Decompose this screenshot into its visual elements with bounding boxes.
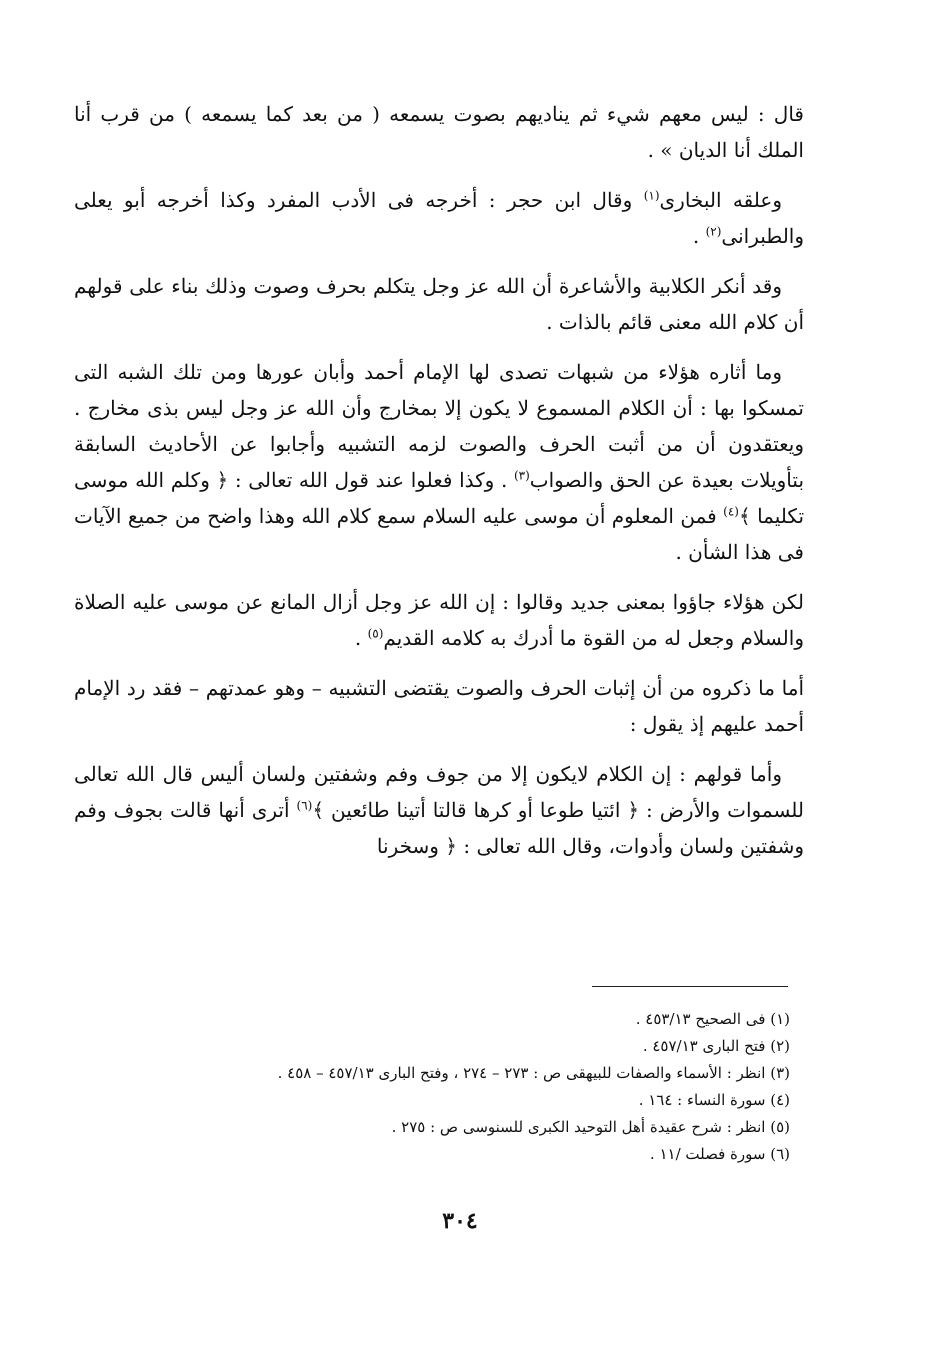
paragraph-5: لكن هؤلاء جاؤوا بمعنى جديد وقالوا : إن الله عز وجل أزال المانع عن موسى عليه الصلاة والسلام وجعل له من القوة ما أدرك به كلامه القديم$^{(٥)}$ . — [74, 590, 804, 650]
paragraph-6: أما ما ذكروه من أن إثبات الحرف والصوت يقتضى التشبيه – وهو عمدتهم – فقد رد الإمام أحمد عليهم إذ يقول : — [74, 676, 804, 736]
paragraph-4: وما أثاره هؤلاء من شبهات تصدى لها الإمام أحمد وأبان عورها ومن تلك الشبه التى تمسكوا بها : أن الكلام المسموع لا يكون إلا بمخارج وأن الله عز وجل ليس بذى مخارج . ويعتقدون أن من أثبت الحرف والصوت لزمه التشبيه وأجابوا عن الأحاديث السابقة بتأويلات بعيدة عن الحق والصواب$^{(٣)}$ . وكذا فعلوا عند قول الله تعالى : ﴿ وكلم الله موسى تكليما ﴾$^{(٤)}$ فمن المعلوم أن موسى عليه السلام سمع كلام الله وهذا واضح من جميع الآيات فى هذا الشأن . — [74, 360, 805, 564]
footnote-divider — [592, 986, 788, 987]
footnote-ref-6[interactable]: (٦) — [296, 798, 313, 813]
footnote-item: (٦) سورة فصلت /١١ . — [649, 1145, 790, 1163]
paragraph-7: وأما قولهم : إن الكلام لايكون إلا من جوف وفم وشفتين ولسان أليس قال الله تعالى للسموات والأرض : ﴿ ائتيا طوعا أو كرها قالتا أتينا طائعين ﴾$^{(٦)}$ أترى أنها قالت بجوف وفم وشفتين ولسان وأدوات، وقال الله تعالى : ﴿ وسخرنا — [74, 762, 805, 858]
footnote-ref-3[interactable]: (٣) — [513, 468, 530, 483]
footnote-item: (٤) سورة النساء : ١٦٤ . — [638, 1091, 790, 1109]
page-number: ٣٠٤ — [442, 1208, 478, 1234]
paragraph-3: وقد أنكر الكلابية والأشاعرة أن الله عز وجل يتكلم بحرف وصوت وذلك بناء على قولهم أن كلام الله معنى قائم بالذات . — [74, 274, 804, 334]
footnote-item: (٣) انظر : الأسماء والصفات للبيهقى ص : ٢٧٣ – ٢٧٤ ، وفتح البارى ٤٥٧/١٣ – ٤٥٨ . — [277, 1064, 790, 1082]
footnote-ref-2[interactable]: (٢) — [705, 224, 722, 239]
footnote-item: (١) فى الصحيح ٤٥٣/١٣ . — [635, 1010, 790, 1028]
footnote-ref-5[interactable]: (٥) — [367, 626, 384, 641]
footnote-item: (٥) انظر : شرح عقيدة أهل التوحيد الكبرى للسنوسى ص : ٢٧٥ . — [391, 1118, 790, 1136]
paragraph-1: قال : ليس معهم شيء ثم يناديهم بصوت يسمعه ( من بعد كما يسمعه ) من قرب أنا الملك أنا الديان » . — [74, 102, 804, 162]
footnote-ref-4[interactable]: (٤) — [723, 504, 739, 519]
footnotes-section — [100, 1006, 790, 1168]
paragraph-2: وعلقه البخارى$^{(١)}$ وقال ابن حجر : أخرجه فى الأدب المفرد وكذا أخرجه أبو يعلى والطبرانى$^{(٢)}$ . — [74, 188, 804, 248]
main-text-body — [74, 96, 804, 878]
footnote-item: (٢) فتح البارى ٤٥٧/١٣ . — [642, 1037, 790, 1055]
footnote-ref-1[interactable]: (١) — [643, 188, 660, 203]
